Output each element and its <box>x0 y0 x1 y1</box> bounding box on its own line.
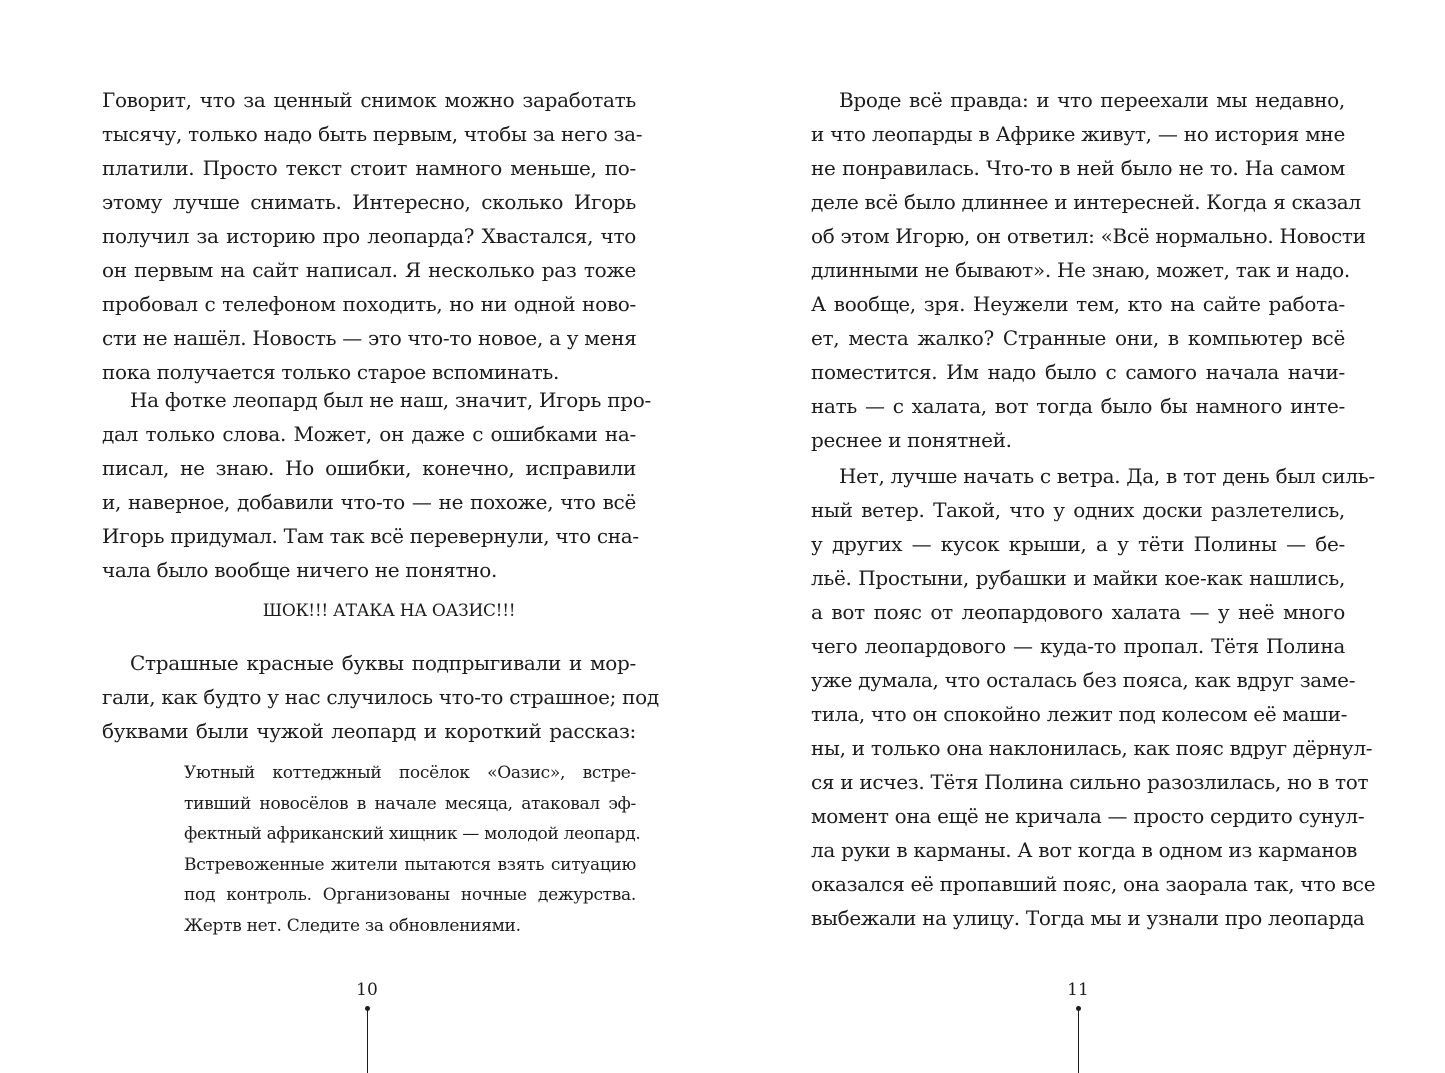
quote-line: фектный африканский хищник — молодой леопард. <box>184 824 641 844</box>
text-line: ны, и только она наклонилась, как пояс вдруг дёрнул- <box>811 736 1373 760</box>
text-line: тила, что он спокойно лежит под колесом её маши- <box>811 702 1348 726</box>
quote-line: Уютный коттеджный посёлок «Оазис», встре- <box>184 763 636 783</box>
text-line: чала было вообще ничего не понятно. <box>102 558 498 582</box>
text-line: ный ветер. Такой, что у одних доски разлетелись, <box>811 498 1345 522</box>
quote-line: под контроль. Организованы ночные дежурства. <box>184 885 636 905</box>
text-line: деле всё было длиннее и интересней. Когда я сказал <box>811 190 1361 214</box>
folio-line <box>367 1010 368 1073</box>
text-line: он первым на сайт написал. Я несколько раз тоже <box>102 258 636 282</box>
text-line: выбежали на улицу. Тогда мы и узнали про леопарда <box>811 906 1365 930</box>
text-line: у других — кусок крыши, а у тёти Полины — бе- <box>811 532 1345 556</box>
text-line: писал, не знаю. Но ошибки, конечно, исправили <box>102 456 636 480</box>
text-line: реснее и понятней. <box>811 428 1012 452</box>
text-line: получил за историю про леопарда? Хвастался, что <box>102 224 636 248</box>
text-line: чего леопардового — куда-то пропал. Тётя Полина <box>811 634 1345 658</box>
text-line: На фотке леопард был не наш, значит, Игорь про- <box>130 388 651 412</box>
text-line: Игорь придумал. Там так всё перевернули, что сна- <box>102 524 639 548</box>
right-page <box>722 0 1445 1073</box>
text-line: Вроде всё правда: и что переехали мы недавно, <box>839 88 1345 112</box>
text-line: а вот пояс от леопардового халата — у неё много <box>811 600 1345 624</box>
page-number: 11 <box>1067 980 1089 1000</box>
text-line: пробовал с телефоном походить, но ни одной ново- <box>102 292 636 316</box>
text-line: дал только слова. Может, он даже с ошибками на- <box>102 422 636 446</box>
text-line: сти не нашёл. Новость — это что-то новое, а у меня <box>102 326 637 350</box>
folio-rule <box>1076 1006 1081 1073</box>
quote-line: Жертв нет. Следите за обновлениями. <box>184 915 521 936</box>
text-line: и что леопарды в Африке живут, — но история мне <box>811 122 1345 146</box>
text-line: гали, как будто у нас случилось что-то страшное; под <box>102 685 659 709</box>
right-paragraph-2 <box>811 459 1376 935</box>
text-line: об этом Игорю, он ответил: «Всё нормально. Новости <box>811 224 1366 248</box>
left-paragraph-3 <box>102 646 659 748</box>
text-line: не понравилась. Что-то в ней было не то. На самом <box>811 156 1345 180</box>
text-line: пока получается только старое вспоминать. <box>102 360 560 384</box>
text-line: льё. Простыни, рубашки и майки кое-как нашлись, <box>811 566 1345 590</box>
text-line: Нет, лучше начать с ветра. Да, в тот день был силь- <box>839 464 1375 488</box>
right-paragraph-1 <box>811 83 1366 457</box>
folio-rule <box>365 1006 370 1073</box>
text-line: буквами были чужой леопард и короткий рассказ: <box>102 719 636 743</box>
left-paragraph-1 <box>102 83 643 389</box>
text-line: нать — с халата, вот тогда было бы намного инте- <box>811 394 1345 418</box>
text-line: Говорит, что за ценный снимок можно заработать <box>102 88 636 112</box>
folio-line <box>1078 1010 1079 1073</box>
text-line: ся и исчез. Тётя Полина сильно разозлилась, но в тот <box>811 770 1369 794</box>
news-headline: ШОК!!! АТАКА НА ОАЗИС!!! <box>262 601 516 621</box>
page-number: 10 <box>356 980 378 1000</box>
text-line: ла руки в карманы. А вот когда в одном из карманов <box>811 838 1358 862</box>
text-line: поместится. Им надо было с самого начала начи- <box>811 360 1345 384</box>
text-line: этому лучше снимать. Интересно, сколько Игорь <box>102 190 636 214</box>
quote-line: Встревоженные жители пытаются взять ситуацию <box>184 854 636 875</box>
text-line: и, наверное, добавили что-то — не похоже, что всё <box>102 490 636 514</box>
text-line: платили. Просто текст стоит намного меньше, по- <box>102 156 636 180</box>
news-quote <box>184 758 641 941</box>
left-page <box>0 0 722 1073</box>
text-line: уже думала, что осталась без пояса, как вдруг заме- <box>811 668 1356 692</box>
text-line: тысячу, только надо быть первым, чтобы за него за- <box>102 122 643 146</box>
text-line: длинными не бывают». Не знаю, может, так и надо. <box>811 258 1350 282</box>
text-line: оказался её пропавший пояс, она заорала так, что все <box>811 872 1376 896</box>
left-paragraph-2 <box>102 383 651 587</box>
text-line: момент она ещё не кричала — просто сердито сунул- <box>811 804 1365 828</box>
text-line: Страшные красные буквы подпрыгивали и мор- <box>130 651 636 675</box>
quote-line: тивший новосёлов в начале месяца, атаковал эф- <box>184 793 636 814</box>
text-line: А вообще, зря. Неужели тем, кто на сайте работа- <box>811 292 1345 316</box>
text-line: ет, места жалко? Странные они, в компьютер всё <box>811 326 1345 350</box>
